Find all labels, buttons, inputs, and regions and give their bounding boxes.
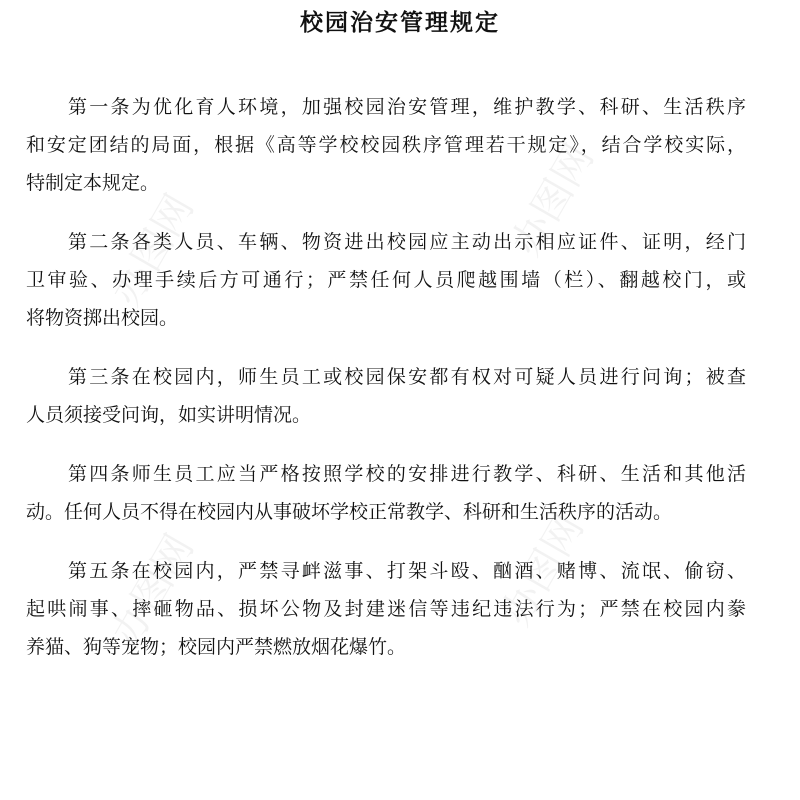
text-line: 和安定团结的局面，根据《高等学校校园秩序管理若干规定》，结合学校实际，	[26, 134, 746, 156]
text-line: 动。任何人员不得在校园内从事破坏学校正常教学、科研和生活秩序的活动。	[26, 501, 673, 523]
text-line: 第三条在校园内，师生员工或校园保安都有权对可疑人员进行问询；被查	[68, 366, 746, 388]
article-3	[26, 358, 746, 434]
text-line: 养猫、狗等宠物；校园内严禁燃放烟花爆竹。	[26, 636, 407, 658]
article-4	[26, 455, 746, 531]
text-line: 起哄闹事、摔砸物品、损坏公物及封建迷信等违纪违法行为；严禁在校园内豢	[26, 598, 746, 620]
text-line: 特制定本规定。	[26, 172, 160, 194]
watermark: 办图网	[103, 186, 203, 314]
watermark: 办图网	[503, 136, 603, 264]
watermark: 办图网	[103, 526, 203, 654]
article-5	[26, 552, 746, 666]
document-title: 校园治安管理规定	[300, 10, 500, 36]
article-2	[26, 223, 746, 337]
text-line: 卫审验、办理手续后方可通行；严禁任何人员爬越围墙（栏）、翻越校门，或	[26, 269, 746, 291]
text-line: 将物资掷出校园。	[26, 307, 179, 329]
text-line: 人员须接受问询，如实讲明情况。	[26, 404, 312, 426]
text-line: 第四条师生员工应当严格按照学校的安排进行教学、科研、生活和其他活	[68, 463, 746, 485]
text-line: 第二条各类人员、车辆、物资进出校园应主动出示相应证件、证明，经门	[68, 231, 746, 253]
text-line: 第一条为优化育人环境，加强校园治安管理，维护教学、科研、生活秩序	[68, 96, 746, 118]
watermark: 办图网	[493, 506, 593, 634]
article-1	[26, 88, 746, 202]
text-line: 第五条在校园内，严禁寻衅滋事、打架斗殴、酗酒、赌博、流氓、偷窃、	[68, 560, 746, 582]
